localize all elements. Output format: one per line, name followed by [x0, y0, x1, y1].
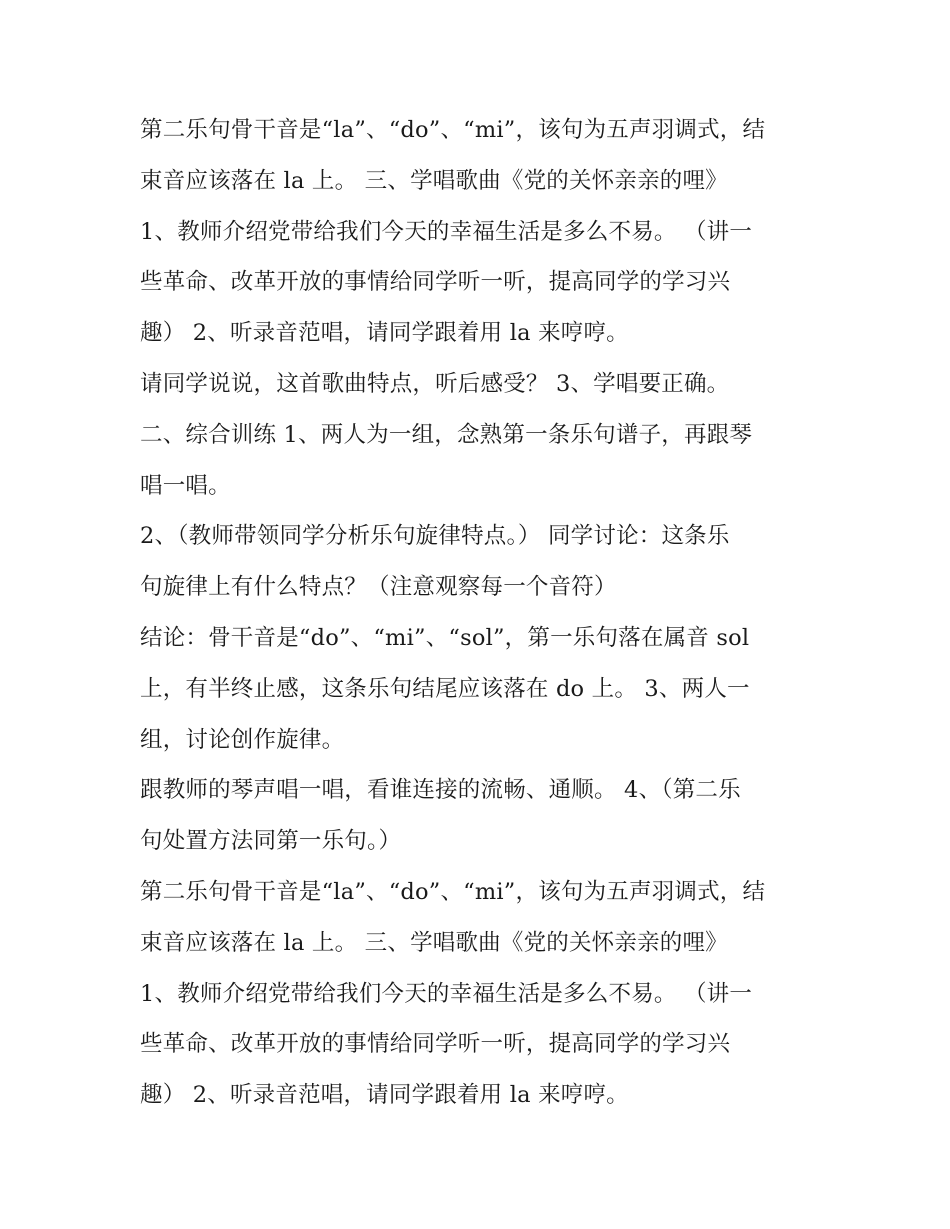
text-line: 些革命、改革开放的事情给同学听一听，提高同学的学习兴 — [140, 1031, 731, 1058]
text-line: 请同学说说，这首歌曲特点，听后感受？ 3、学唱要正确。 — [140, 370, 730, 397]
text-line: 束音应该落在 la 上。 三、学唱歌曲《党的关怀亲亲的哩》 — [140, 929, 728, 956]
text-line: 第二乐句骨干音是“la”、“do”、“mi”，该句为五声羽调式，结 — [140, 878, 766, 905]
text-line: 第二乐句骨干音是“la”、“do”、“mi”，该句为五声羽调式，结 — [140, 117, 766, 143]
text-line: 趣） 2、听录音范唱，请同学跟着用 la 来哼哼。 — [140, 1082, 629, 1109]
text-line: 二、综合训练 1、两人为一组，念熟第一条乐句谱子，再跟琴 — [140, 421, 753, 448]
document-body — [140, 105, 820, 1121]
text-line: 跟教师的琴声唱一唱，看谁连接的流畅、通顺。 4、（第二乐 — [140, 777, 741, 804]
text-line: 些革命、改革开放的事情给同学听一听，提高同学的学习兴 — [140, 269, 731, 296]
text-line: 2、（教师带领同学分析乐句旋律特点。） 同学讨论：这条乐 — [140, 523, 730, 550]
text-line: 句旋律上有什么特点？（注意观察每一个音符） — [140, 574, 617, 601]
text-line: 唱一唱。 — [140, 472, 231, 499]
text-line: 束音应该落在 la 上。 三、学唱歌曲《党的关怀亲亲的哩》 — [140, 167, 728, 194]
text-line: 句处置方法同第一乐句。） — [140, 828, 402, 855]
text-line: 1、教师介绍党带给我们今天的幸福生活是多么不易。 （讲一 — [140, 218, 753, 245]
text-line: 上，有半终止感，这条乐句结尾应该落在 do 上。 3、两人一 — [140, 675, 750, 702]
text-line: 1、教师介绍党带给我们今天的幸福生活是多么不易。 （讲一 — [140, 980, 753, 1007]
text-line: 组，讨论创作旋律。 — [140, 726, 345, 753]
text-line: 趣） 2、听录音范唱，请同学跟着用 la 来哼哼。 — [140, 320, 629, 347]
text-line: 结论：骨干音是“do”、“mi”、“sol”，第一乐句落在属音 sol — [140, 624, 750, 651]
